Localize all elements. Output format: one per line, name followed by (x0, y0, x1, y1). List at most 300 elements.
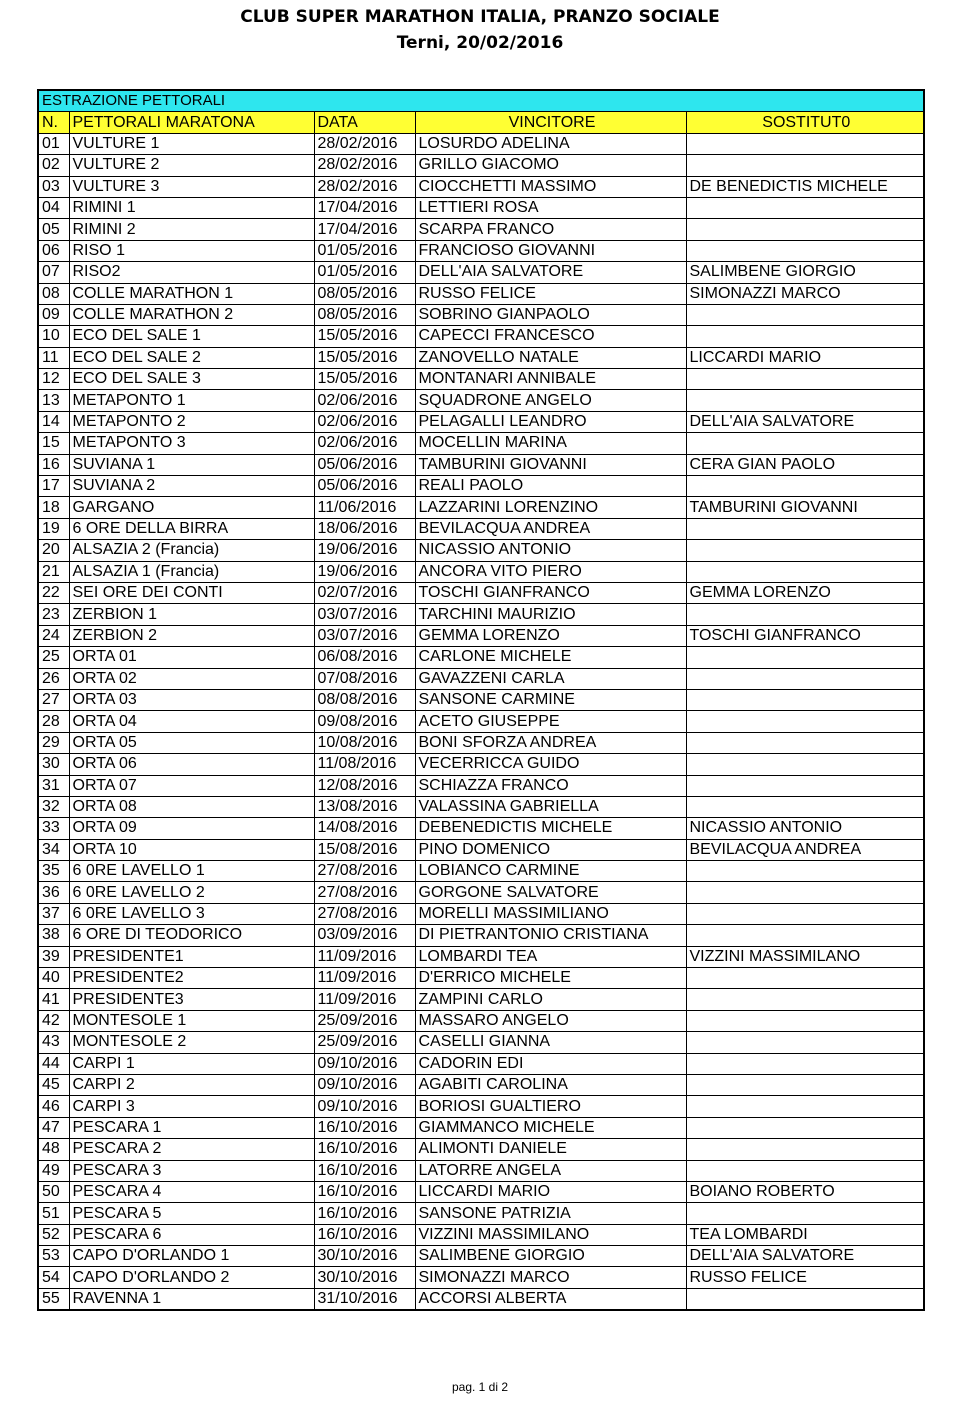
table-row (38, 1010, 924, 1031)
substitute-name: TAMBURINI GIOVANNI (686, 497, 924, 518)
bib-name: RISO2 (69, 262, 314, 283)
table-row (38, 476, 924, 497)
winner-name: LAZZARINI LORENZINO (415, 497, 686, 518)
winner-name: LOMBARDI TEA (415, 946, 686, 967)
winner-name: CASELLI GIANNA (415, 1032, 686, 1053)
winner-name: GAVAZZENI CARLA (415, 668, 686, 689)
row-number: 04 (38, 197, 69, 218)
race-date: 01/05/2016 (314, 262, 415, 283)
substitute-name (686, 1032, 924, 1053)
table-row (38, 1288, 924, 1310)
substitute-name: BOIANO ROBERTO (686, 1181, 924, 1202)
row-number: 49 (38, 1160, 69, 1181)
winner-name: LOBIANCO CARMINE (415, 861, 686, 882)
table-row (38, 1139, 924, 1160)
bib-name: MONTESOLE 2 (69, 1032, 314, 1053)
row-number: 13 (38, 390, 69, 411)
substitute-name (686, 304, 924, 325)
substitute-name (686, 155, 924, 176)
winner-name: SANSONE CARMINE (415, 689, 686, 710)
winner-name: VIZZINI MASSIMILANO (415, 1224, 686, 1245)
bib-name: CARPI 2 (69, 1074, 314, 1095)
row-number: 20 (38, 540, 69, 561)
bib-name: 6 0RE LAVELLO 2 (69, 882, 314, 903)
bib-name: RISO 1 (69, 240, 314, 261)
table-row (38, 240, 924, 261)
row-number: 42 (38, 1010, 69, 1031)
row-number: 43 (38, 1032, 69, 1053)
race-date: 28/02/2016 (314, 133, 415, 154)
bib-name: CAPO D'ORLANDO 2 (69, 1267, 314, 1288)
substitute-name (686, 240, 924, 261)
substitute-name (686, 390, 924, 411)
bib-name: PESCARA 6 (69, 1224, 314, 1245)
column-header-date: DATA (314, 112, 415, 133)
bib-name: 6 ORE DI TEODORICO (69, 925, 314, 946)
substitute-name (686, 540, 924, 561)
bib-name: SEI ORE DEI CONTI (69, 582, 314, 603)
row-number: 14 (38, 411, 69, 432)
winner-name: CARLONE MICHELE (415, 647, 686, 668)
substitute-name (686, 433, 924, 454)
substitute-name (686, 711, 924, 732)
bib-name: SUVIANA 2 (69, 476, 314, 497)
race-date: 19/06/2016 (314, 561, 415, 582)
bib-name: PESCARA 2 (69, 1139, 314, 1160)
row-number: 50 (38, 1181, 69, 1202)
substitute-name (686, 369, 924, 390)
bib-name: ALSAZIA 1 (Francia) (69, 561, 314, 582)
race-date: 25/09/2016 (314, 1010, 415, 1031)
table-row (38, 561, 924, 582)
winner-name: SANSONE PATRIZIA (415, 1203, 686, 1224)
bib-name: PESCARA 5 (69, 1203, 314, 1224)
bib-name: ORTA 10 (69, 839, 314, 860)
row-number: 40 (38, 968, 69, 989)
row-number: 29 (38, 732, 69, 753)
race-date: 25/09/2016 (314, 1032, 415, 1053)
bib-name: VULTURE 3 (69, 176, 314, 197)
row-number: 19 (38, 518, 69, 539)
race-date: 14/08/2016 (314, 818, 415, 839)
column-header-number: N. (38, 112, 69, 133)
substitute-name (686, 1288, 924, 1310)
race-date: 02/07/2016 (314, 582, 415, 603)
race-date: 02/06/2016 (314, 433, 415, 454)
winner-name: SOBRINO GIANPAOLO (415, 304, 686, 325)
table-banner-row (38, 90, 924, 112)
race-date: 15/05/2016 (314, 347, 415, 368)
substitute-name (686, 989, 924, 1010)
table-row (38, 604, 924, 625)
row-number: 52 (38, 1224, 69, 1245)
winner-name: BEVILACQUA ANDREA (415, 518, 686, 539)
winner-name: ACCORSI ALBERTA (415, 1288, 686, 1310)
bib-name: PRESIDENTE3 (69, 989, 314, 1010)
table-row (38, 989, 924, 1010)
winner-name: ACETO GIUSEPPE (415, 711, 686, 732)
bib-name: 6 ORE DELLA BIRRA (69, 518, 314, 539)
row-number: 03 (38, 176, 69, 197)
table-row (38, 1203, 924, 1224)
substitute-name (686, 668, 924, 689)
substitute-name (686, 133, 924, 154)
substitute-name (686, 689, 924, 710)
substitute-name (686, 647, 924, 668)
winner-name: TOSCHI GIANFRANCO (415, 582, 686, 603)
substitute-name (686, 476, 924, 497)
winner-name: MASSARO ANGELO (415, 1010, 686, 1031)
bib-name: ALSAZIA 2 (Francia) (69, 540, 314, 561)
row-number: 34 (38, 839, 69, 860)
race-date: 16/10/2016 (314, 1117, 415, 1138)
table-row (38, 861, 924, 882)
table-row (38, 155, 924, 176)
table-row (38, 625, 924, 646)
winner-name: AGABITI CAROLINA (415, 1074, 686, 1095)
row-number: 07 (38, 262, 69, 283)
winner-name: SALIMBENE GIORGIO (415, 1246, 686, 1267)
winner-name: GIAMMANCO MICHELE (415, 1117, 686, 1138)
winner-name: D'ERRICO MICHELE (415, 968, 686, 989)
winner-name: BORIOSI GUALTIERO (415, 1096, 686, 1117)
race-date: 16/10/2016 (314, 1160, 415, 1181)
winner-name: ANCORA VITO PIERO (415, 561, 686, 582)
substitute-name: GEMMA LORENZO (686, 582, 924, 603)
winner-name: LICCARDI MARIO (415, 1181, 686, 1202)
table-header-row (38, 112, 924, 133)
race-date: 02/06/2016 (314, 390, 415, 411)
substitute-name (686, 197, 924, 218)
row-number: 33 (38, 818, 69, 839)
bib-name: VULTURE 1 (69, 133, 314, 154)
winner-name: CIOCCHETTI MASSIMO (415, 176, 686, 197)
bib-name: METAPONTO 2 (69, 411, 314, 432)
race-date: 02/06/2016 (314, 411, 415, 432)
row-number: 17 (38, 476, 69, 497)
winner-name: GEMMA LORENZO (415, 625, 686, 646)
row-number: 30 (38, 754, 69, 775)
bib-name: 6 0RE LAVELLO 3 (69, 903, 314, 924)
bib-name: ECO DEL SALE 3 (69, 369, 314, 390)
race-date: 12/08/2016 (314, 775, 415, 796)
row-number: 05 (38, 219, 69, 240)
substitute-name: LICCARDI MARIO (686, 347, 924, 368)
race-date: 27/08/2016 (314, 861, 415, 882)
table-row (38, 197, 924, 218)
winner-name: DI PIETRANTONIO CRISTIANA (415, 925, 686, 946)
race-date: 01/05/2016 (314, 240, 415, 261)
winner-name: ZANOVELLO NATALE (415, 347, 686, 368)
row-number: 21 (38, 561, 69, 582)
race-date: 09/08/2016 (314, 711, 415, 732)
table-row (38, 1224, 924, 1245)
substitute-name (686, 1139, 924, 1160)
row-number: 15 (38, 433, 69, 454)
race-date: 15/08/2016 (314, 839, 415, 860)
substitute-name (686, 518, 924, 539)
table-row (38, 689, 924, 710)
bib-name: ZERBION 2 (69, 625, 314, 646)
race-date: 11/09/2016 (314, 968, 415, 989)
row-number: 36 (38, 882, 69, 903)
table-row (38, 347, 924, 368)
table-row (38, 882, 924, 903)
row-number: 01 (38, 133, 69, 154)
table-row (38, 754, 924, 775)
winner-name: TAMBURINI GIOVANNI (415, 454, 686, 475)
table-row (38, 219, 924, 240)
winner-name: ZAMPINI CARLO (415, 989, 686, 1010)
row-number: 44 (38, 1053, 69, 1074)
row-number: 12 (38, 369, 69, 390)
row-number: 48 (38, 1139, 69, 1160)
row-number: 39 (38, 946, 69, 967)
substitute-name (686, 219, 924, 240)
bib-name: PRESIDENTE2 (69, 968, 314, 989)
substitute-name (686, 326, 924, 347)
race-date: 11/09/2016 (314, 946, 415, 967)
substitute-name (686, 604, 924, 625)
table-row (38, 1117, 924, 1138)
bib-name: PESCARA 1 (69, 1117, 314, 1138)
race-date: 13/08/2016 (314, 796, 415, 817)
table-row (38, 433, 924, 454)
winner-name: LOSURDO ADELINA (415, 133, 686, 154)
row-number: 02 (38, 155, 69, 176)
document-title: CLUB SUPER MARATHON ITALIA, PRANZO SOCIALE (240, 7, 720, 27)
race-date: 17/04/2016 (314, 197, 415, 218)
table-row (38, 518, 924, 539)
table-row (38, 1267, 924, 1288)
winner-name: CADORIN EDI (415, 1053, 686, 1074)
column-header-substitute: SOSTITUT0 (686, 112, 924, 133)
bib-name: RIMINI 2 (69, 219, 314, 240)
bib-name: METAPONTO 3 (69, 433, 314, 454)
substitute-name (686, 861, 924, 882)
race-date: 03/07/2016 (314, 604, 415, 625)
bib-name: COLLE MARATHON 1 (69, 283, 314, 304)
winner-name: MONTANARI ANNIBALE (415, 369, 686, 390)
table-row (38, 1160, 924, 1181)
table-row (38, 903, 924, 924)
table-row (38, 732, 924, 753)
winner-name: CAPECCI FRANCESCO (415, 326, 686, 347)
bib-name: ORTA 01 (69, 647, 314, 668)
substitute-name: DELL'AIA SALVATORE (686, 1246, 924, 1267)
table-row (38, 647, 924, 668)
bib-name: ORTA 06 (69, 754, 314, 775)
race-date: 15/05/2016 (314, 326, 415, 347)
bib-name: SUVIANA 1 (69, 454, 314, 475)
substitute-name (686, 732, 924, 753)
race-date: 30/10/2016 (314, 1267, 415, 1288)
document-subtitle: Terni, 20/02/2016 (396, 33, 564, 53)
row-number: 27 (38, 689, 69, 710)
table-row (38, 1032, 924, 1053)
bib-name: PRESIDENTE1 (69, 946, 314, 967)
bib-name: PESCARA 3 (69, 1160, 314, 1181)
row-number: 53 (38, 1246, 69, 1267)
race-date: 03/09/2016 (314, 925, 415, 946)
substitute-name: CERA GIAN PAOLO (686, 454, 924, 475)
race-date: 05/06/2016 (314, 454, 415, 475)
row-number: 54 (38, 1267, 69, 1288)
winner-name: VALASSINA GABRIELLA (415, 796, 686, 817)
substitute-name (686, 882, 924, 903)
row-number: 24 (38, 625, 69, 646)
table-row (38, 262, 924, 283)
substitute-name (686, 1203, 924, 1224)
row-number: 35 (38, 861, 69, 882)
winner-name: MOCELLIN MARINA (415, 433, 686, 454)
race-date: 06/08/2016 (314, 647, 415, 668)
race-date: 28/02/2016 (314, 176, 415, 197)
table-row (38, 540, 924, 561)
winner-name: REALI PAOLO (415, 476, 686, 497)
substitute-name: RUSSO FELICE (686, 1267, 924, 1288)
bib-name: ECO DEL SALE 2 (69, 347, 314, 368)
substitute-name (686, 968, 924, 989)
race-date: 17/04/2016 (314, 219, 415, 240)
substitute-name: SIMONAZZI MARCO (686, 283, 924, 304)
bib-name: ORTA 07 (69, 775, 314, 796)
substitute-name (686, 925, 924, 946)
winner-name: MORELLI MASSIMILIANO (415, 903, 686, 924)
race-date: 16/10/2016 (314, 1181, 415, 1202)
table-row (38, 369, 924, 390)
race-date: 15/05/2016 (314, 369, 415, 390)
row-number: 55 (38, 1288, 69, 1310)
substitute-name (686, 1010, 924, 1031)
winner-name: BONI SFORZA ANDREA (415, 732, 686, 753)
bib-name: RIMINI 1 (69, 197, 314, 218)
race-date: 11/06/2016 (314, 497, 415, 518)
winner-name: ALIMONTI DANIELE (415, 1139, 686, 1160)
row-number: 06 (38, 240, 69, 261)
table-body (38, 133, 924, 1310)
table-row (38, 411, 924, 432)
row-number: 28 (38, 711, 69, 732)
table-row (38, 582, 924, 603)
winner-name: NICASSIO ANTONIO (415, 540, 686, 561)
substitute-name (686, 775, 924, 796)
winner-name: GORGONE SALVATORE (415, 882, 686, 903)
row-number: 18 (38, 497, 69, 518)
substitute-name (686, 754, 924, 775)
race-date: 31/10/2016 (314, 1288, 415, 1310)
table-row (38, 326, 924, 347)
race-date: 28/02/2016 (314, 155, 415, 176)
winner-name: SQUADRONE ANGELO (415, 390, 686, 411)
table-row (38, 1096, 924, 1117)
winner-name: VECERRICCA GUIDO (415, 754, 686, 775)
bib-name: ORTA 09 (69, 818, 314, 839)
table-row (38, 839, 924, 860)
row-number: 10 (38, 326, 69, 347)
winner-name: DEBENEDICTIS MICHELE (415, 818, 686, 839)
winner-name: LATORRE ANGELA (415, 1160, 686, 1181)
table-row (38, 304, 924, 325)
bib-name: ORTA 05 (69, 732, 314, 753)
row-number: 38 (38, 925, 69, 946)
row-number: 26 (38, 668, 69, 689)
substitute-name: DELL'AIA SALVATORE (686, 411, 924, 432)
race-date: 16/10/2016 (314, 1139, 415, 1160)
table-row (38, 176, 924, 197)
winner-name: RUSSO FELICE (415, 283, 686, 304)
substitute-name: SALIMBENE GIORGIO (686, 262, 924, 283)
bib-name: CAPO D'ORLANDO 1 (69, 1246, 314, 1267)
race-date: 09/10/2016 (314, 1053, 415, 1074)
row-number: 51 (38, 1203, 69, 1224)
bib-name: ECO DEL SALE 1 (69, 326, 314, 347)
substitute-name (686, 561, 924, 582)
table-row (38, 818, 924, 839)
column-header-winner: VINCITORE (415, 112, 686, 133)
row-number: 31 (38, 775, 69, 796)
substitute-name: TOSCHI GIANFRANCO (686, 625, 924, 646)
race-date: 16/10/2016 (314, 1203, 415, 1224)
row-number: 37 (38, 903, 69, 924)
table-banner: ESTRAZIONE PETTORALI (38, 90, 924, 112)
row-number: 47 (38, 1117, 69, 1138)
bib-name: MONTESOLE 1 (69, 1010, 314, 1031)
winner-name: FRANCIOSO GIOVANNI (415, 240, 686, 261)
substitute-name: VIZZINI MASSIMILANO (686, 946, 924, 967)
table-row (38, 1181, 924, 1202)
winner-name: SCARPA FRANCO (415, 219, 686, 240)
table-row (38, 454, 924, 475)
winner-name: GRILLO GIACOMO (415, 155, 686, 176)
substitute-name (686, 903, 924, 924)
bib-name: COLLE MARATHON 2 (69, 304, 314, 325)
winner-name: LETTIERI ROSA (415, 197, 686, 218)
bib-name: PESCARA 4 (69, 1181, 314, 1202)
table-row (38, 668, 924, 689)
substitute-name: DE BENEDICTIS MICHELE (686, 176, 924, 197)
row-number: 23 (38, 604, 69, 625)
race-date: 08/08/2016 (314, 689, 415, 710)
bib-name: ORTA 08 (69, 796, 314, 817)
table-row (38, 390, 924, 411)
race-date: 18/06/2016 (314, 518, 415, 539)
page-footer: pag. 1 di 2 (451, 1380, 509, 1394)
bib-name: CARPI 3 (69, 1096, 314, 1117)
table-row (38, 133, 924, 154)
table-row (38, 1053, 924, 1074)
race-date: 19/06/2016 (314, 540, 415, 561)
race-date: 16/10/2016 (314, 1224, 415, 1245)
winner-name: PELAGALLI LEANDRO (415, 411, 686, 432)
row-number: 41 (38, 989, 69, 1010)
column-header-bib: PETTORALI MARATONA (69, 112, 314, 133)
race-date: 03/07/2016 (314, 625, 415, 646)
substitute-name: NICASSIO ANTONIO (686, 818, 924, 839)
row-number: 11 (38, 347, 69, 368)
race-date: 27/08/2016 (314, 903, 415, 924)
winner-name: DELL'AIA SALVATORE (415, 262, 686, 283)
table-row (38, 1246, 924, 1267)
race-date: 09/10/2016 (314, 1096, 415, 1117)
bib-name: VULTURE 2 (69, 155, 314, 176)
row-number: 16 (38, 454, 69, 475)
winner-name: SCHIAZZA FRANCO (415, 775, 686, 796)
table-row (38, 711, 924, 732)
table-row (38, 775, 924, 796)
race-date: 11/08/2016 (314, 754, 415, 775)
bib-name: ORTA 03 (69, 689, 314, 710)
